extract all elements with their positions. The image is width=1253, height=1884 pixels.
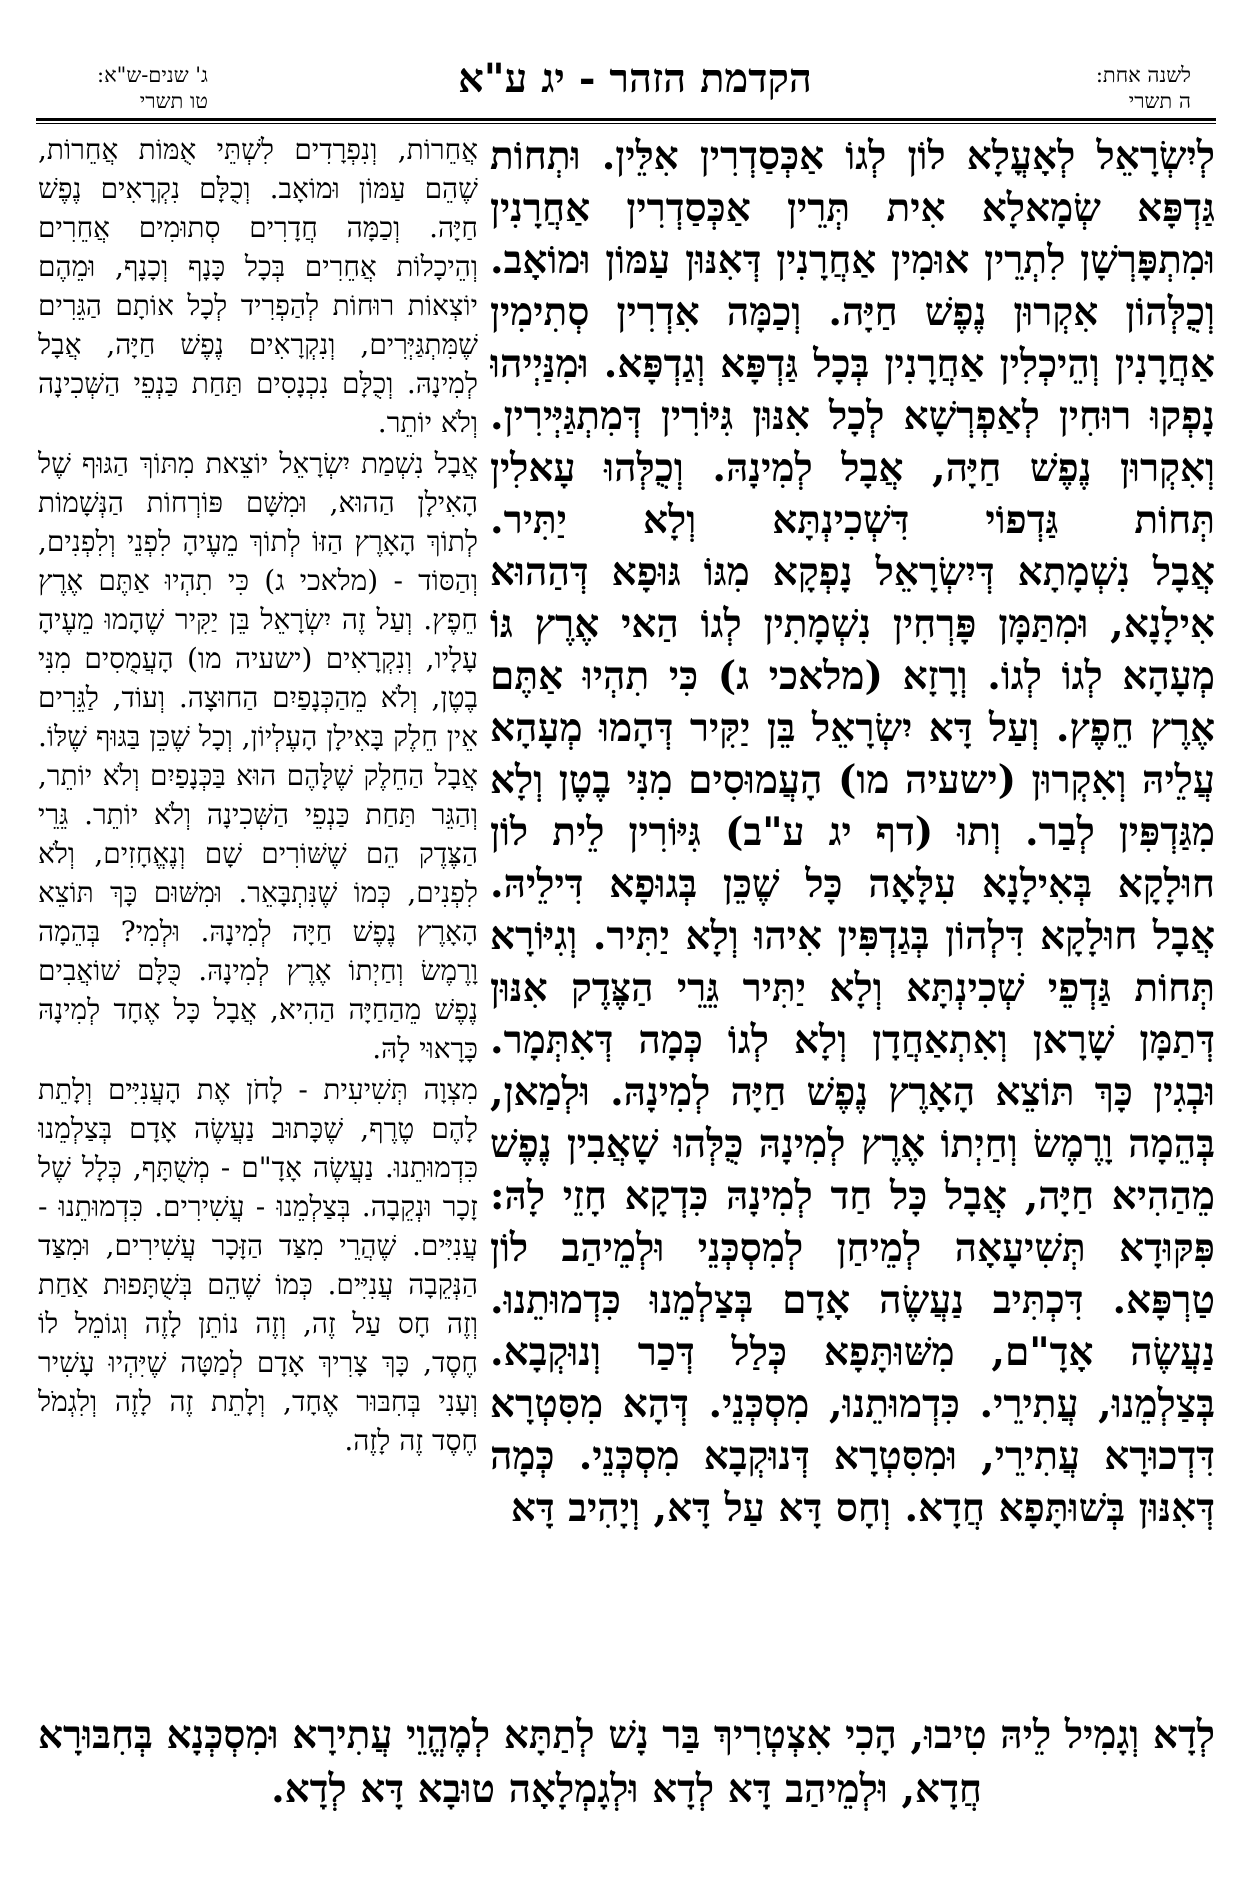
header-divider: [36, 118, 1216, 121]
bottom-text: [38, 1708, 1215, 1838]
header-divider-thin: [36, 123, 1216, 124]
header-left-line2: טו תשרי: [139, 89, 208, 113]
main-paragraph: פִּקּוּדָא תְּשִׁיעָאָה לְמֵיחַן לְמִסְכְּנֵי וּלְמֵיהַב לוֹן טַרְפָּא. דִּכְתִּיב נַעֲשֶׂה אָדָם בְּצַלְמֵנוּ כִּדְמוּתֵנוּ. נַעֲשֶׂה אָדָ"ם, מִשּׁוּתָּפָא כְּלַל דְּכַר וְנוּקְבָא. בְּצַלְמֵנוּ, עֲתִירֵי. כִּדְמוּתֵנוּ, מִסְכְּנֵי. דְּהָא מִסִּטְרָא דִּדְכוּרָא עֲתִירֵי, וּמִסִּטְרָא דְּנוּקְבָא מִסְכְּנֵי. כְּמָה דְּאִנּוּן בְּשׁוּתָּפָא חֲדָא. וְחָס דָּא עַל דָּא, וְיָהִיב דָּא: [490, 1225, 1215, 1531]
header-right-date: [971, 62, 1191, 114]
main-paragraph: לְיִשְׂרָאֵל לְאָעֳלָא לוֹן לְגוֹ אַכְּסַדְרִין אִלֵּין. וּתְחוֹת גַּדְפָּא שְׂמָאלָא אִית תְּרֵין אַכְּסַדְרִין אַחֲרָנִין וּמִתְפָּרְשָׁן לִתְרֵין אוּמִין אַחֲרָנִין דְּאִנּוּן עַמּוֹן וּמוֹאָב. וְכֻלְּהוֹן אִקְרוּן נֶפֶשׁ חַיָּה. וְכַמָּה אִדְרִין סְתִימִין אַחֲרָנִין וְהֵיכְלִין אַחֲרָנִין בְּכָל גַּדְפָּא וְגַדְפָּא. וּמִנַּיְיהוּ נָפְקוּ רוּחִין לְאַפְרְשָׁא לְכָל אִנּוּן גִּיּוֹרִין דְּמִתְגַּיְּירִין. וְאִקְרוּן נֶפֶשׁ חַיָּה, אֲבָל לְמִינָהּ. וְכֻלְּהוּ עָאלִין תְּחוֹת גַּדְפוֹי דִּשְׁכִינְתָּא וְלָא יַתִּיר.: [490, 133, 1215, 543]
header-right-line2: ה תשרי: [1128, 89, 1191, 113]
header-left-line1: ג' שנים-ש"א:: [97, 63, 208, 87]
main-paragraph: אֲבָל נִשְׁמָתָא דְּיִשְׂרָאֵל נָפְקָא מִגּוֹ גּוּפָא דְּהַהוּא אִילָנָא, וּמִתַּמָּן פָּרְחִין נִשְׁמָתִין לְגוֹ הַאי אֶרֶץ גּוֹ מְעָהָא לְגוֹ לְגוֹ. וְרָזָא (מלאכי ג) כִּי תִהְיוּ אַתֶּם אֶרֶץ חֵפֶץ. וְעַל דָּא יִשְׂרָאֵל בֵּן יַקִּיר דְּהָמוּ מְעָהָא עֲלֵיהּ וְאִקְרוּן (ישעיה מו) הָעֲמוּסִים מִנִּי בֶטֶן וְלָא מִגַּדְפִּין לְבַר. וְתוּ (דף יג ע"ב) גִּיּוֹרִין לֵית לוֹן חוּלָקָא בְּאִילָנָא עִלָּאָה כָּל שֶׁכֵּן בְּגוּפָא דִּילֵיהּ. אֲבָל חוּלָקָא דִּלְהוֹן בְּגַדְפִּין אִיהוּ וְלָא יַתִּיר. וְגִיּוֹרָא תְּחוֹת גַּדְפֵי שְׁכִינְתָּא וְלָא יַתִּיר גֵּרֵי הַצֶּדֶק אִנּוּן דְּתַמָּן שָׁרָאן וְאִתְאַחֲדָן וְלָא לְגוֹ כְּמָה דְּאִתְּמָר. וּבְגִין כָּךְ תּוֹצֵא הָאָרֶץ נֶפֶשׁ חַיָּה לְמִינָהּ. וּלְמַאן, בְּהֵמָה וָרֶמֶשׂ וְחַיְתוֹ אֶרֶץ לְמִינָהּ כֻּלְּהוּ שָׁאֲבִין נֶפֶשׁ מֵהַהִיא חַיָּה, אֲבָל כָּל חַד לְמִינָהּ כִּדְקָא חָזֵי לָהּ:: [490, 549, 1215, 1219]
header-right-line1: לשנה אחת:: [1095, 63, 1191, 87]
bottom-paragraph: לְדָא וְגָמִיל לֵיהּ טִיבוּ, הָכִי אִצְטְרִיךְ בַּר נָשׁ לְתַתָּא לְמֶהֱוֵי עֲתִירָא וּמִסְכְּנָא בְּחִבּוּרָא חֲדָא, וּלְמֵיהַב דָּא לְדָא וּלְגָמְלָאָה טוּבָא דָּא לְדָא.: [38, 1712, 1215, 1812]
translation-paragraph: אֲבָל נִשְׁמַת יִשְׂרָאֵל יוֹצֵאת מִתּוֹךְ הַגּוּף שֶׁל הָאִילָן הַהוּא, וּמִשָּׁם פּוֹרְחוֹת הַנְּשָׁמוֹת לְתוֹךְ הָאָרֶץ הַזּוֹ לְתוֹךְ מֵעֶיהָ לִפְנֵי וְלִפְנִים, וְהַסּוֹד - (מלאכי ג) כִּי תִהְיוּ אַתֶּם אֶרֶץ חֵפֶץ. וְעַל זֶה יִשְׂרָאֵל בֵּן יַקִּיר שֶׁהָמוּ מֵעֶיהָ עָלָיו, וְנִקְרָאִים (ישעיה מו) הָעֲמֻסִים מִנִּי בֶטֶן, וְלֹא מֵהַכְּנָפַיִם הַחוּצָה. וְעוֹד, לַגֵּרִים אֵין חֵלֶק בָּאִילָן הָעֶלְיוֹן, וְכָל שֶׁכֵּן בַּגּוּף שֶׁלּוֹ. אֲבָל הַחֵלֶק שֶׁלָּהֶם הוּא בַּכְּנָפַיִם וְלֹא יוֹתֵר, וְהַגֵּר תַּחַת כַּנְפֵי הַשְּׁכִינָה וְלֹא יוֹתֵר. גֵּרֵי הַצֶּדֶק הֵם שֶׁשּׁוֹרִים שָׁם וְנֶאֱחָזִים, וְלֹא לִפְנִים, כְּמוֹ שֶׁנִּתְבָּאֵר. וּמִשּׁוּם כָּךְ תּוֹצֵא הָאָרֶץ נֶפֶשׁ חַיָּה לְמִינָהּ. וּלְמִי? בְּהֵמָה וָרֶמֶשׂ וְחַיְתוֹ אֶרֶץ לְמִינָהּ. כֻּלָּם שׁוֹאֲבִים נֶפֶשׁ מֵהַחַיָּה הַהִיא, אֲבָל כָּל אֶחָד לְמִינָהּ כָּרָאוּי לָהּ.: [38, 447, 478, 1065]
header-left-date: [38, 62, 208, 114]
translation-paragraph: מִצְוָה תְּשִׁיעִית - לָחֹן אֶת הָעֲנִיִּים וְלָתֵת לָהֶם טֶרֶף, שֶׁכָּתוּב נַעֲשֶׂה אָדָם בְּצַלְמֵנוּ כִּדְמוּתֵנוּ. נַעֲשֶׂה אָדָ"ם - מְשֻׁתָּף, כְּלָל שֶׁל זָכָר וּנְקֵבָה. בְּצַלְמֵנוּ - עֲשִׁירִים. כִּדְמוּתֵנוּ - עֲנִיִּים. שֶׁהֲרֵי מִצַּד הַזָּכָר עֲשִׁירִים, וּמִצַּד הַנְּקֵבָה עֲנִיִּים. כְּמוֹ שֶׁהֵם בְּשֻׁתָּפוּת אַחַת וְזֶה חָס עַל זֶה, וְזֶה נוֹתֵן לָזֶה וְגוֹמֵל לוֹ חֶסֶד, כָּךְ צָרִיךְ אָדָם לְמַטָּה שֶׁיִּהְיוּ עָשִׁיר וְעָנִי בְּחִבּוּר אֶחָד, וְלָתֵת זֶה לָזֶה וְלִגְמֹל חֶסֶד זֶה לָזֶה.: [38, 1073, 478, 1457]
page-title: הקדמת הזהר - יג ע"א: [458, 55, 812, 102]
main-text-column: [490, 130, 1215, 1720]
translation-paragraph: אֲחֵרוֹת, וְנִפְרָדִים לִשְׁתֵּי אֻמּוֹת אֲחֵרוֹת, שֶׁהֵם עַמּוֹן וּמוֹאָב. וְכֻלָּם נִקְרָאִים נֶפֶשׁ חַיָּה. וְכַמָּה חֲדָרִים סְתוּמִים אֲחֵרִים וְהֵיכָלוֹת אֲחֵרִים בְּכָל כָּנָף וְכָנָף, וּמֵהֶם יוֹצְאוֹת רוּחוֹת לְהַפְרִיד לְכָל אוֹתָם הַגֵּרִים שֶׁמִּתְגַּיְּרִים, וְנִקְרָאִים נֶפֶשׁ חַיָּה, אֲבָל לְמִינָהּ. וְכֻלָּם נִכְנָסִים תַּחַת כַּנְפֵי הַשְּׁכִינָה וְלֹא יוֹתֵר.: [38, 133, 478, 439]
translation-column: [38, 130, 478, 1690]
